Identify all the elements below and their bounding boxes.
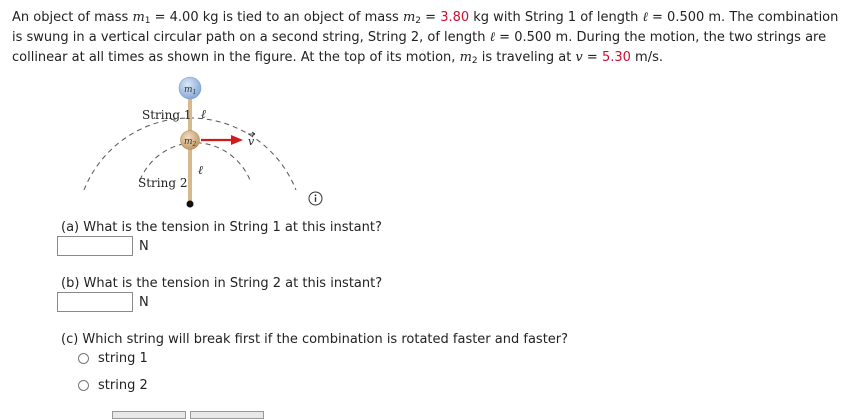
ell2-label: ℓ [198, 163, 203, 177]
question-b: (b) What is the tension in String 2 at this instant? [61, 276, 383, 291]
problem-statement: An object of mass $m_1 = 4.00$ kg is tied to an object of mass $m_2 = 3.80$ kg with String 1 of length ℓ = 0.500 m. The combination is swung in a vertical circular path on a second string, String 2, of length ℓ = 0.500 m. During the motion, the two strings are collinear at all times as shown in the figure. At the top of its motion, $m_2$ is traveling at v = 5.30 m/s. [12, 10, 839, 66]
submit-button[interactable] [112, 411, 186, 419]
answer-b-unit: N [139, 294, 149, 310]
radio-string-1[interactable] [78, 353, 89, 364]
question-c: (c) Which string will break first if the combination is rotated faster and faster? [61, 332, 569, 347]
ell1-label: ℓ [201, 107, 206, 121]
speed-value: 5.30 [601, 50, 631, 65]
option-string-2-label: string 2 [98, 377, 148, 393]
answer-b-row [57, 291, 149, 313]
answer-b-input[interactable] [57, 292, 133, 312]
save-progress-button[interactable] [190, 411, 264, 419]
answer-a-input[interactable] [57, 236, 133, 256]
question-a: (a) What is the tension in String 1 at this instant? [61, 220, 382, 235]
option-string-1[interactable] [78, 349, 148, 367]
string2-label: String 2 [138, 176, 188, 190]
m2-value: 3.80 [440, 10, 470, 25]
string1-label: String 1 [142, 108, 192, 122]
m1-label: $m_1$ [184, 85, 197, 96]
option-string-2[interactable] [78, 376, 148, 394]
velocity-arrow-head [231, 135, 243, 145]
pivot-point [187, 201, 194, 208]
answer-a-unit: N [139, 238, 149, 254]
m2-label: $m_2$ [184, 137, 197, 148]
info-icon[interactable] [308, 191, 323, 206]
figure [80, 74, 330, 214]
option-string-1-label: string 1 [98, 350, 148, 366]
radio-string-2[interactable] [78, 380, 89, 391]
answer-a-row [57, 235, 149, 257]
v-label: v [248, 135, 255, 148]
